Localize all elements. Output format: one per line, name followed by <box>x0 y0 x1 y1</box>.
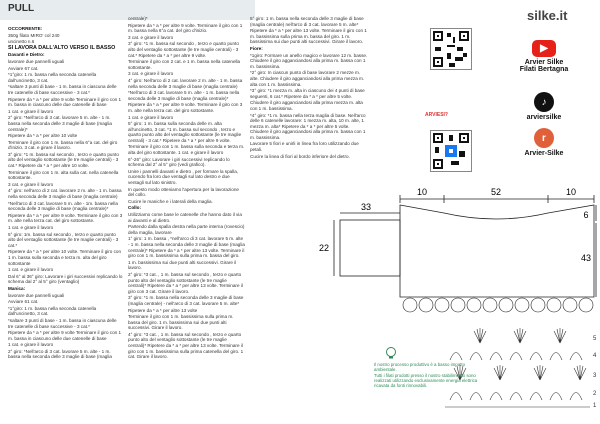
qr-label: ARVIESI? <box>425 112 448 118</box>
instruction-paragraph: Ripetere da * a * per altre 13 volte. Terminare il giro con 1 m. bassissima sulla prima m. bassa del giro. 1 m. bassissima sui due punti alti successivi. Girare il lavoro. <box>250 28 367 45</box>
social-label: Arvier-Silke <box>524 150 564 157</box>
instruction-paragraph: Ripetere da * a * per altre 13 volte <box>128 307 198 313</box>
eco-notice <box>374 362 486 388</box>
instruction-paragraph: Utilizziamo come base le catenelle che hanno dato il via ai davanti e al dietro. <box>128 212 242 223</box>
instruction-paragraph: Cucire le maniche e i laterali della maglia. <box>128 198 213 204</box>
instruction-paragraph: 1 cat. e girare il lavoro <box>8 225 54 230</box>
instruction-paragraph: 3 cat. e girare il lavoro <box>128 34 174 40</box>
section-heading: Davanti e Dietro: <box>8 52 45 58</box>
sleeve-outline <box>340 220 400 276</box>
column-1 <box>8 26 123 422</box>
instruction-paragraph: *2° giro: In ciascun punto di base lavorare 2 mezze m. alte. Chiudere il giro agganciandosi alla prima mezza m. alta con 1 m. bassissima. <box>250 70 365 87</box>
instruction-paragraph: 3° giro: *1 m. bassa sul secondo , terzo e quarto punto alto del ventaglio sottostante (le tre maglie centrali) - 3 cat.* Ripetere da * a * per altre 9 volte. <box>128 41 239 58</box>
instruction-paragraph: Partendo dalla spalla destra nella parte interna (rovescio) della maglia, lavorare <box>128 224 245 235</box>
instruction-paragraph: Dal 6° al 36° giro: Lavorare i giri successivi replicando lo schema dal 2° al 5° giro (ventaglio) <box>8 273 123 285</box>
instruction-paragraph: Lavorare 5 fiori e unirli in linea fra loro utilizzando due petali. <box>250 141 359 153</box>
instruction-paragraph: 3 cat. e girare il lavoro <box>8 181 54 187</box>
instruction-paragraph: Avviare 67 cat. <box>8 65 39 71</box>
flower-row <box>403 298 593 312</box>
instruction-paragraph: 3° giro: *1 m. bassa sul secondo , terzo e quarto punto alto del ventaglio sottostante (le tre maglie centrali) - 3 cat.* Ripetere da * a * per altre 10 volte. <box>8 151 119 169</box>
eco-text-1: Il nostro processo produttivo è a basso impatto ambientale. <box>374 362 466 372</box>
tiktok-icon: ♪ <box>534 92 554 112</box>
column-2 <box>128 16 245 422</box>
instruction-paragraph: Ripetere da * a * per altre 10 volte. Terminare il giro con 1 m. bassa sulla seconda e terza m. alta del giro sottostante <box>8 249 122 266</box>
instruction-paragraph: Terminare il giro con 2 cat. e 1 m. bassa nella catenella sottostante. <box>128 59 241 70</box>
instruction-paragraph: Terminare il giro con 1 m. alta sulla cat. nella catenella sottostante. <box>8 169 119 181</box>
instruction-paragraph: 2° giro: *Nell'arco di 3 cat. lavorare 5 m. alte - 1 m. bassa nella seconda delle 3 maglie di base (maglia centrale)* <box>8 115 112 132</box>
instruction-paragraph: *saltare 3 punti di base - 1 m. bassa in ciascuna delle tre catenelle di base successive - 3 cat.* <box>8 84 117 95</box>
instruction-paragraph: Cucire la linea di fiori al bordo inferiore del dietro. <box>250 153 350 159</box>
social-sublabel: Filati Bertagna <box>519 66 569 73</box>
instruction-paragraph: 1 cat. e girare il lavoro <box>128 114 174 120</box>
instruction-paragraph: 6°-26° giro: Lavorare i giri successivi replicando lo schema dal 2° al 5° giro (vedi grafico). <box>128 156 230 168</box>
row-numbers <box>593 336 597 409</box>
instruction-paragraph: Ripetere da * a * per altre 9 volte Terminare il giro con 1 m. bassa in ciascuno delle due catenelle di base <box>8 96 122 108</box>
instruction-paragraph: 5° giro: 1 m. bassa sulla seconda delle m. alta all'uncinetto, 3 cat. *1 m. bassa sul secondo , terzo e quarto punto alto del ventaglio sottostante (le tre maglie centrali) - 3 cat.* Ripetere da * a * per altre 9 volte. <box>128 121 242 143</box>
instruction-paragraph: Ripetere da * a * per altre 10 volte <box>8 133 78 139</box>
youtube-icon: ▶ <box>532 40 556 57</box>
instruction-paragraph: Chiudere il giro agganciandosi alla prima mezza m. alta con 1 m. bassissima. <box>250 100 363 111</box>
eco-text-2: Tutti i filati prodotti presso il nostro stabilimento sono realizzati utilizzando esclusivamente energia elettrica ricavata da fonti rinnovabili. <box>374 373 478 388</box>
section-heading: Collo: <box>128 205 142 211</box>
page-title: PULL <box>8 3 35 14</box>
eco-lightbulb-icon <box>384 346 398 360</box>
instruction-paragraph: 1 m. bassissima sui due punti alti successivi. Girare il lavoro. <box>128 259 237 271</box>
instruction-paragraph: Ripetere da * a * per altre 9 volte. Terminare il giro con 3 m. alte nella terza cat. del giro sottostante. <box>8 212 123 224</box>
section-heading: OCCORRENTE: <box>8 26 43 31</box>
instruction-paragraph: Unire i pannelli davanti e dietro , per formare la spalla, cucendo fra loro due ventagli sul lato destro e due ventagli sul lato sinistro. <box>128 168 239 186</box>
instruction-paragraph: 1° giro: 1 m. bassa , *nell'arco di 3 cat. lavorare 5 m. alte - 1 m. bassa nella seconda delle 3 maglie di base (maglia centrale)* Ripetere da * a * per altre 13 volte. Terminare il giro con 1 m. bassissima sulla prima m. bassa del giro. <box>128 236 245 259</box>
instruction-paragraph: *Nell'arco di 3 cat. lavorare 5 m. alte - 1 m. bassa nella seconda delle 3 maglie di base (maglia centrale)* <box>128 90 240 101</box>
qr-pattern-icon <box>431 29 471 69</box>
instruction-paragraph: *1°giro: 1 m. bassa nella seconda catenella dall'uncinetto, 3 cat. <box>8 305 97 317</box>
section-heading: Manica: <box>8 285 26 291</box>
dim-label: 6 <box>583 210 589 220</box>
instruction-paragraph: 4° giro: nell'arco di 2 cat. lavorare 2 m. alte - 1 m. bassa nella seconda delle 3 maglie di base (maglia centrale) <box>8 188 122 200</box>
instruction-paragraph: *1giro: Formare un anello magico e lavorare 12 m. basse. Chiudere il giro agganciandosi alla prima m. bassa con 1 m. bassissima. <box>250 52 368 69</box>
dim-label: 52 <box>490 187 502 197</box>
instruction-paragraph: 2° giro: *Nell'arco di 3 cat. lavorare 5 m. alte - 1 m. bassa nella seconda delle 3 maglie di base (maglia <box>8 348 112 360</box>
instruction-paragraph: 1 cat. e girare il lavoro <box>8 267 54 273</box>
instruction-paragraph: 350g filato MIRO' col 240 <box>8 32 60 38</box>
instruction-paragraph: centrale)* <box>128 16 148 21</box>
instruction-paragraph: *4° giro: *1 m. bassa nella terza maglia di base. Nell'arco delle 6 catenelle lavorare: 1 mezza m. alta, 10 m. alte, 1 mezza m. alta* Ripetere da * a * per altre 5 volte. Chiudere il giro agganciandosi alla prima m. bassa con 1 m. bassissima. <box>250 112 366 140</box>
instruction-paragraph: 5° giro: 1m. bassa sul secondo , terzo e quarto punto alto del ventaglio sottostante (le tre maglie centrali) - 3 cat.* <box>8 231 119 248</box>
dim-label: 33 <box>360 202 372 212</box>
instruction-paragraph: 1 cat. e girare il lavoro <box>8 342 54 348</box>
instruction-paragraph: Terminare il giro con 1 m. bassa nella 6°a cat. del giro d'inizio. 3 cat. e girare il lavoro. <box>8 139 118 151</box>
instruction-paragraph: 3 cat. e girare il lavoro <box>128 71 174 77</box>
instruction-paragraph: 5° giro: 1 m. bassa nella seconda delle 3 maglie di base (maglia centrale) nell'arco di 3 cat. lavorare 5 m. alte* <box>250 16 364 27</box>
social-tiktok[interactable] <box>492 92 596 121</box>
social-label: Arvier Silke <box>524 59 564 66</box>
social-silke[interactable] <box>492 128 596 157</box>
brand-site[interactable]: silke.it <box>527 8 568 23</box>
instruction-paragraph: In questo modo otteniamo l'apertura per la lavorazione del collo. <box>128 186 239 198</box>
instruction-paragraph: lavorare due pannelli uguali <box>8 292 65 298</box>
instruction-paragraph: Ripetere da * a * per altre 9 volte. Terminare il giro con 3 m. alte nella terza cat. del giro sottostante. <box>128 102 243 113</box>
dim-label: 10 <box>416 187 428 197</box>
section-heading: SI LAVORA DALL'ALTO VERSO IL BASSO <box>8 44 116 51</box>
instruction-paragraph: 4° giro: Nell'arco di 2 cat. lavorare 2 m. alte - 1 m. bassa nella seconda delle 3 maglie di base (maglia centrale) <box>128 77 243 89</box>
section-heading: Fiore: <box>250 45 263 51</box>
instruction-paragraph: Terminare il giro con 1 m. bassa sulla seconda e terza m. alta del giro sottostante. 1 cat. e girare il lavoro <box>128 144 245 156</box>
qr-code-1[interactable] <box>430 28 472 70</box>
instruction-paragraph: *3° giro: *1 mezza m. alta in ciascuno dei 4 punti di base seguenti, 6 cat.* Ripetere da * a * per altre 5 volte. <box>250 88 365 99</box>
dim-label: 43 <box>580 253 592 263</box>
instruction-paragraph: Terminare il giro con 1 m. bassissima sulla prima m. bassa del giro. 1 m. bassissima sui due punti alti successivi. Girare il lavoro. <box>128 314 234 331</box>
social-label: arviersilke <box>526 114 562 121</box>
instruction-paragraph: uncinetto n.6 <box>8 39 35 45</box>
instruction-paragraph: 1 cat. e girare il lavoro <box>8 108 54 114</box>
svg-text:2: 2 <box>593 391 597 397</box>
instruction-paragraph: 2° giro: *3 cat. , 1 m. bassa sul secondo , terzo e quarto punto alto del ventaglio sottostante (le tre maglie centrali)* Ripetere da * a * per altre 13 volte. Terminare il giro con 3 cat. Girare il lavoro. <box>128 271 243 294</box>
instruction-paragraph: *1°giro: 1 m. bassa nella seconda catenella dall'uncinetto, 3 cat. <box>8 72 97 83</box>
instruction-paragraph: *saltare 3 punti di base - 1 m. bassa in ciascuna delle tre catenelle di base successive - 3 cat.* <box>8 317 117 329</box>
svg-text:5: 5 <box>593 336 597 342</box>
dim-label: 22 <box>318 243 330 253</box>
qr-pattern-icon <box>431 131 471 171</box>
qr-code-2[interactable] <box>430 130 472 172</box>
instruction-paragraph: 4° giro: *3 cat. , 1 m. bassa sul secondo , terzo e quarto punto alto del ventaglio sottostante (le tre maglie centrali)* Ripetere da * a * per altre 13 volte. Terminare il giro con 1 m. bassissima sulla prima catenella del giro. 1 cat. Girare il lavoro. <box>128 331 244 360</box>
instruction-paragraph: Avviare 61 cat. <box>8 299 39 305</box>
instruction-paragraph: Ripetere da * a * per altre 9 volte Terminare il giro con 1 m. bassa in ciascuno delle due catenelle di base <box>8 330 122 341</box>
dim-label: 10 <box>565 187 577 197</box>
body-outline <box>400 205 594 297</box>
social-youtube[interactable] <box>492 40 596 73</box>
instruction-paragraph: 3° giro: *1 m. bassa nella seconda delle 3 maglie di base (maglia centrale) - nell'arco di 3 cat. lavorare 5 m. alte* <box>128 295 244 306</box>
instruction-paragraph: Ripetere da * a * per altre 9 volte. Terminare il giro con 1 m. bassa nella 6°a cat. del giro d'inizio. <box>128 22 243 34</box>
svg-text:1: 1 <box>593 403 597 409</box>
svg-text:3: 3 <box>593 373 597 379</box>
instruction-paragraph: *Nell'arco di 3 cat. lavorare 5 m. alte - 1m. bassa nella seconda delle 3 maglie di base (maglia centrale)* <box>8 200 118 212</box>
silke-logo-icon: r <box>534 128 554 148</box>
svg-text:4: 4 <box>593 353 597 359</box>
instruction-paragraph: lavorare due pannelli uguali <box>8 58 65 64</box>
